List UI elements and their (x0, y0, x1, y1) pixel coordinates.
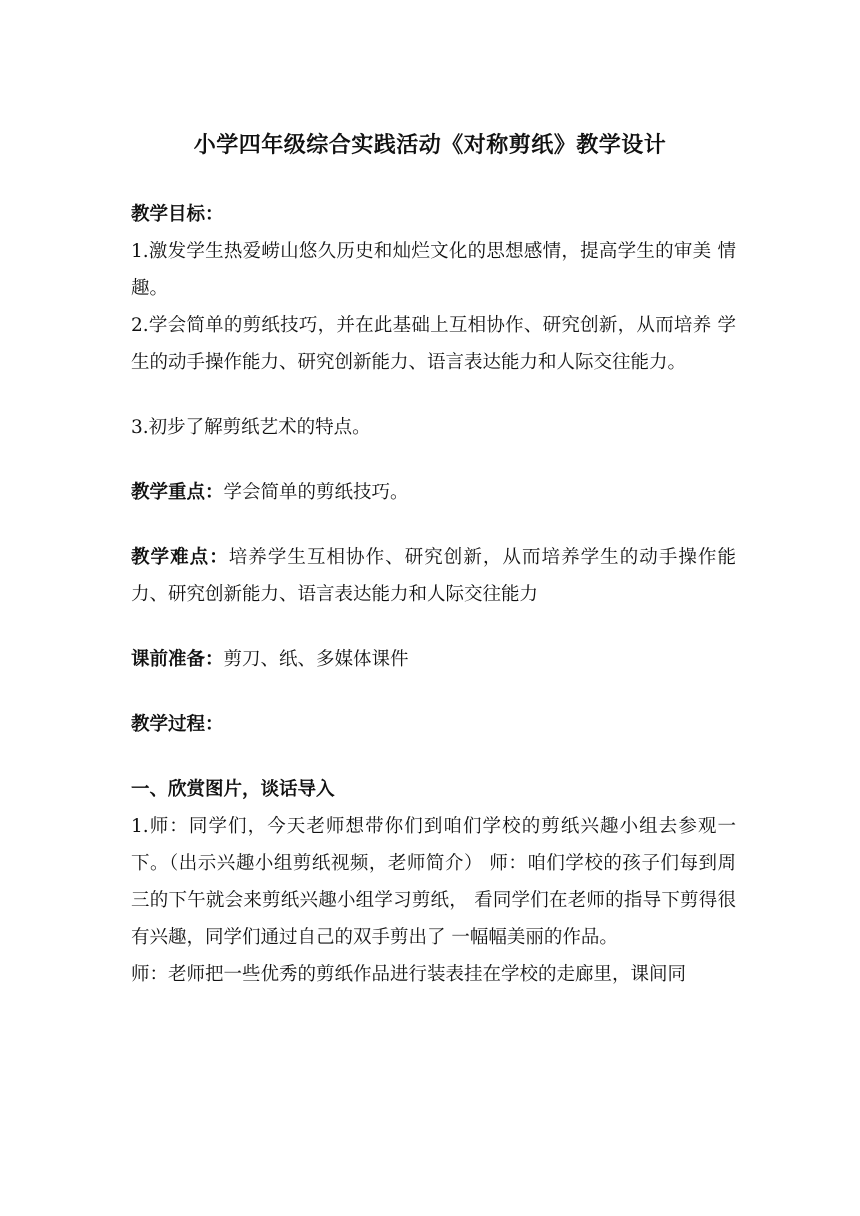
document-body (131, 196, 736, 993)
key-point (131, 474, 736, 511)
objective-2: 2.学会简单的剪纸技巧，并在此基础上互相协作、研究创新，从而培养 学生的动手操作能力、研究创新能力、语言表达能力和人际交往能力。 (131, 315, 736, 373)
preparation-label: 课前准备： (131, 649, 224, 670)
document-title: 小学四年级综合实践活动《对称剪纸》教学设计 (193, 132, 667, 158)
preparation (131, 641, 736, 678)
objective-1: 1.激发学生热爱崂山悠久历史和灿烂文化的思想感情，提高学生的审美 情趣。 (131, 241, 736, 299)
paragraph-1: 1.师：同学们，今天老师想带你们到咱们学校的剪纸兴趣小组去参观一 下。（出示兴趣小组剪纸视频，老师简介） 师：咱们学校的孩子们每到周三的下午就会来剪纸兴趣小组学习剪纸， 看同学们在老师的指导下剪得很有兴趣，同学们通过自己的双手剪出了 一幅幅美丽的作品。 (131, 816, 736, 948)
section-1-heading: 一、欣赏图片，谈话导入 (131, 779, 335, 800)
paragraph-2: 师：老师把一些优秀的剪纸作品进行装表挂在学校的走廊里，课间同 (131, 964, 687, 985)
difficulty-label: 教学难点： (131, 547, 229, 568)
process-heading: 教学过程： (131, 714, 224, 735)
key-point-text: 学会简单的剪纸技巧。 (223, 482, 409, 503)
difficulty (131, 539, 736, 613)
difficulty-text: 培养学生互相协作、研究创新，从而培养学生的动手操作能力、研究创新能力、语言表达能力和人际交往能力 (131, 547, 736, 605)
objectives-heading: 教学目标： (131, 204, 224, 225)
objective-3: 3.初步了解剪纸艺术的特点。 (131, 417, 371, 438)
preparation-text: 剪刀、纸、多媒体课件 (223, 649, 409, 670)
key-point-label: 教学重点： (131, 482, 224, 503)
